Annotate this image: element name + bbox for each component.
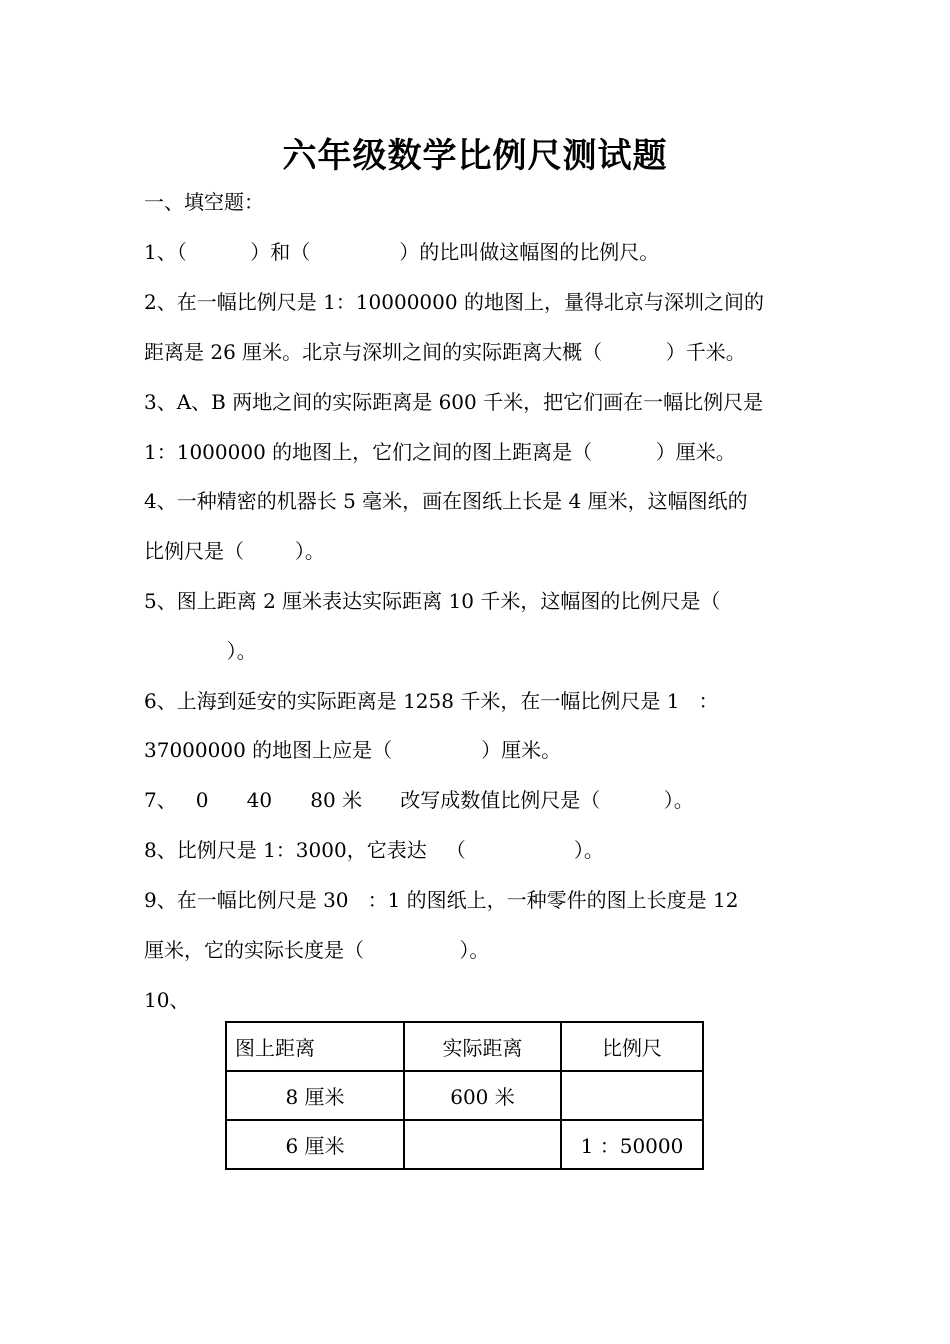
question-7: 7、 0 40 80 米 改写成数值比例尺是（ ）。 (144, 788, 694, 812)
table-header-row (226, 1022, 703, 1071)
table-header-cell: 比例尺 (561, 1022, 703, 1071)
question-9-line-2: 厘米，它的实际长度是（ ）。 (144, 938, 490, 962)
table-cell: 600 米 (404, 1071, 561, 1120)
question-9-line-1: 9、在一幅比例尺是 30 ：1 的图纸上，一种零件的图上长度是 12 (144, 888, 739, 912)
question-8: 8、比例尺是 1：3000，它表达 （ ）。 (144, 838, 604, 862)
table-row (226, 1071, 703, 1120)
question-2-line-1: 2、在一幅比例尺是 1：10000000 的地图上，量得北京与深圳之间的 (144, 290, 764, 314)
question-5-line-2: ）。 (144, 639, 257, 663)
question-5-line-1: 5、图上距离 2 厘米表达实际距离 10 千米，这幅图的比例尺是（ (144, 589, 721, 613)
table-cell (404, 1120, 561, 1169)
question-4-line-2: 比例尺是（ ）。 (144, 539, 325, 563)
question-2-line-2: 距离是 26 厘米。北京与深圳之间的实际距离大概（ ）千米。 (144, 340, 746, 364)
table-header-cell: 实际距离 (404, 1022, 561, 1071)
question-10: 10、 (144, 988, 190, 1012)
table-row (226, 1120, 703, 1169)
table-cell (561, 1071, 703, 1120)
question-6-line-2: 37000000 的地图上应是（ ）厘米。 (144, 738, 562, 762)
table-cell: 1 ：50000 (561, 1120, 703, 1169)
section-heading: 一、填空题： (144, 190, 264, 214)
question-1: 1、（ ）和（ ）的比叫做这幅图的比例尺。 (144, 240, 660, 264)
question-4-line-1: 4、一种精密的机器长 5 毫米，画在图纸上长是 4 厘米，这幅图纸的 (144, 489, 748, 513)
question-6-line-1: 6、上海到延安的实际距离是 1258 千米，在一幅比例尺是 1 ： (144, 689, 719, 713)
page-title: 六年级数学比例尺测试题 (282, 136, 668, 176)
question-3-line-1: 3、A、B 两地之间的实际距离是 600 千米，把它们画在一幅比例尺是 (144, 390, 764, 414)
question-3-line-2: 1：1000000 的地图上，它们之间的图上距离是（ ）厘米。 (144, 440, 736, 464)
scale-table (225, 1021, 704, 1170)
table-header-cell: 图上距离 (226, 1022, 404, 1071)
table-cell: 8 厘米 (226, 1071, 404, 1120)
table-cell: 6 厘米 (226, 1120, 404, 1169)
